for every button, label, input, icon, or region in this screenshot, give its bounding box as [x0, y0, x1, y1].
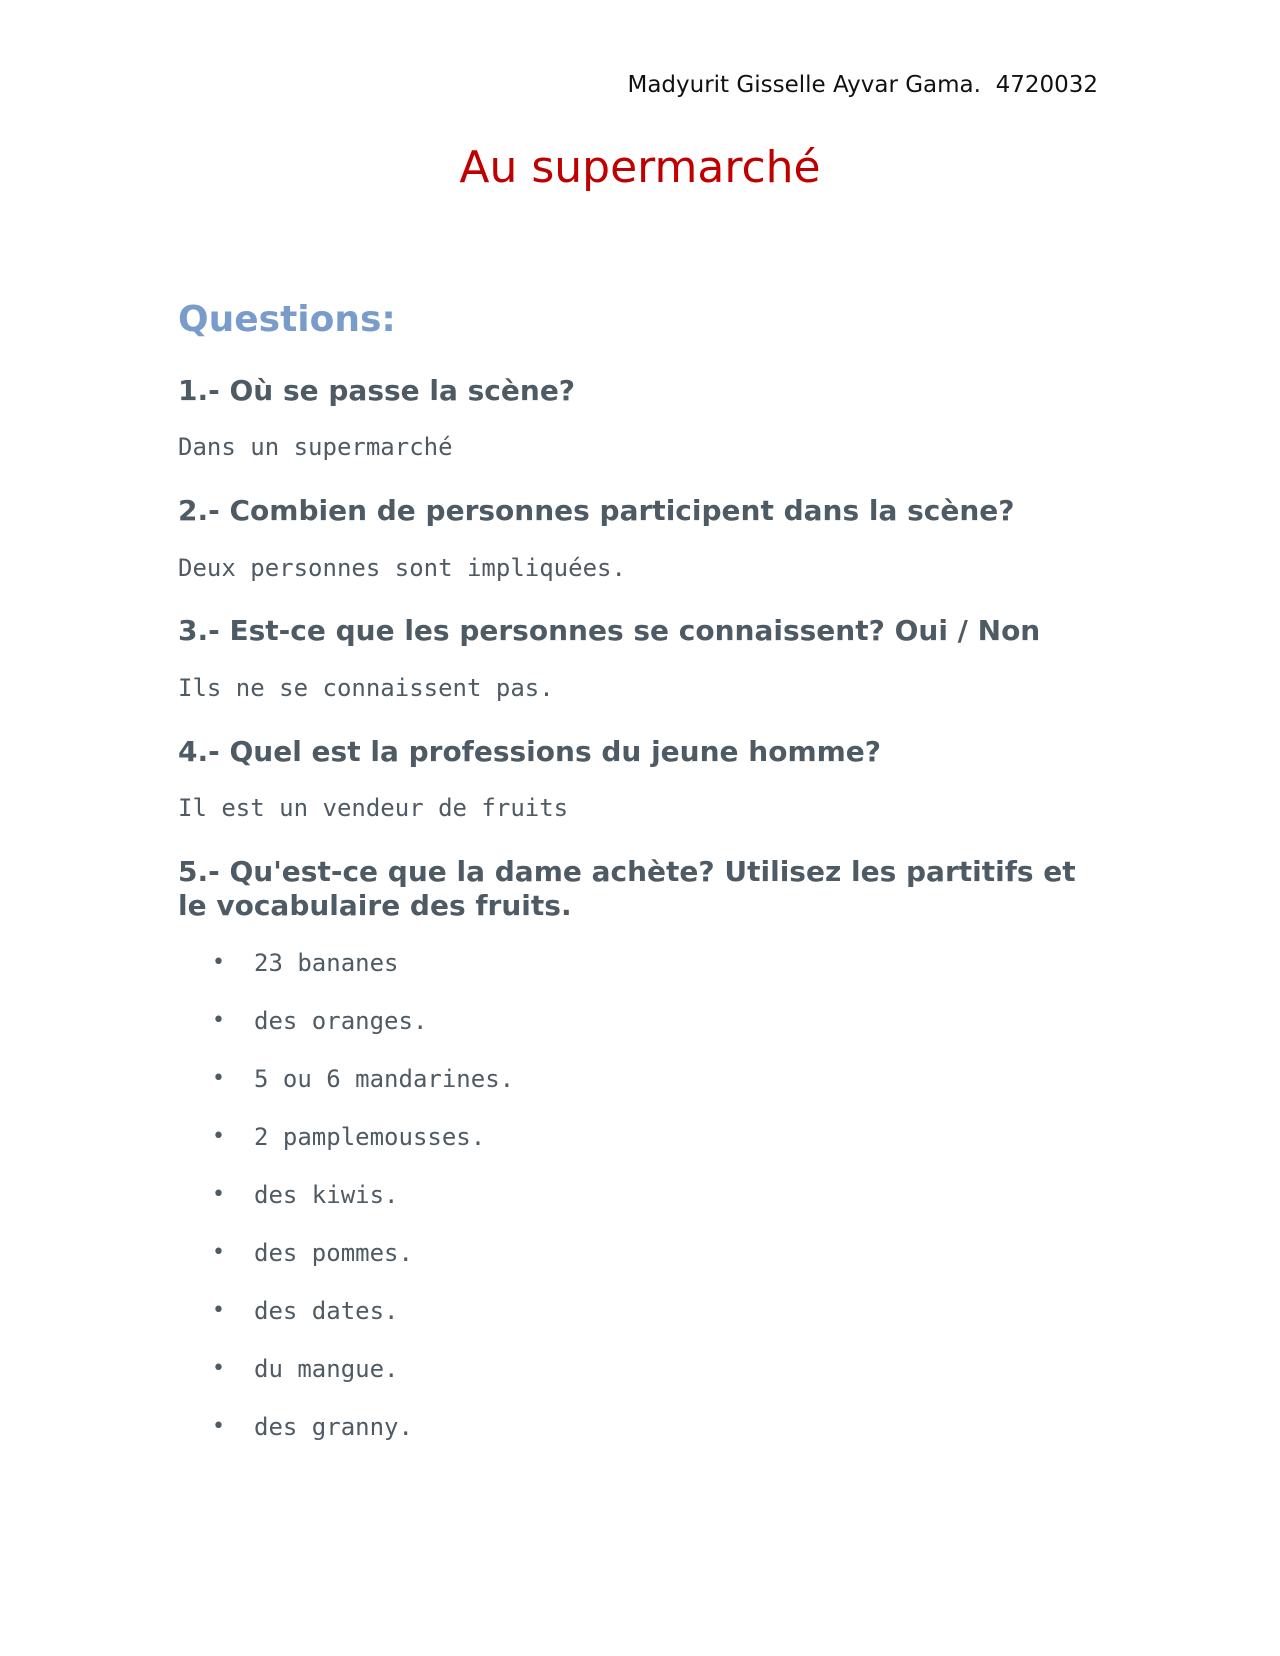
list-item: [178, 1412, 1108, 1470]
page-title: Au supermarché: [459, 142, 821, 193]
list-item: [178, 1064, 1108, 1122]
list-item-text: des pommes.: [254, 1239, 413, 1268]
bullet-icon: •: [212, 950, 225, 976]
answer-3: Ils ne se connaissent pas.: [178, 673, 554, 702]
bullet-icon: •: [212, 1356, 225, 1382]
bullet-icon: •: [212, 1414, 225, 1440]
answer-1: Dans un supermarché: [178, 433, 453, 462]
list-item-text: des oranges.: [254, 1007, 428, 1036]
bullet-icon: •: [212, 1240, 225, 1266]
question-5: 5.- Qu'est-ce que la dame achète? Utilisez les partitifs et le vocabulaire des fruits.: [178, 855, 1076, 922]
list-item: [178, 1006, 1108, 1064]
list-item: [178, 1122, 1108, 1180]
list-item: [178, 1238, 1108, 1296]
bullet-icon: •: [212, 1066, 225, 1092]
answer-4: Il est un vendeur de fruits: [178, 794, 569, 823]
list-item: [178, 1354, 1108, 1412]
list-item: [178, 948, 1108, 1006]
question-4: 4.- Quel est la professions du jeune homme?: [178, 734, 882, 768]
document-body: [178, 300, 1108, 1470]
list-item: [178, 1296, 1108, 1354]
bullet-icon: •: [212, 1124, 225, 1150]
fruit-list: [178, 948, 1108, 1470]
bullet-icon: •: [212, 1008, 225, 1034]
list-item-text: 23 bananes: [254, 949, 399, 978]
list-item-text: du mangue.: [254, 1355, 399, 1384]
author-line: Madyurit Gisselle Ayvar Gama. 4720032: [627, 72, 1098, 98]
question-2: 2.- Combien de personnes participent dans la scène?: [178, 493, 1015, 527]
list-item-text: 2 pamplemousses.: [254, 1123, 486, 1152]
section-heading: Questions:: [178, 299, 396, 340]
list-item-text: des kiwis.: [254, 1181, 399, 1210]
list-item: [178, 1180, 1108, 1238]
question-1: 1.- Où se passe la scène?: [178, 373, 576, 407]
list-item-text: des granny.: [254, 1413, 413, 1442]
list-item-text: des dates.: [254, 1297, 399, 1326]
bullet-icon: •: [212, 1182, 225, 1208]
bullet-icon: •: [212, 1298, 225, 1324]
answer-2: Deux personnes sont impliquées.: [178, 553, 626, 582]
question-3: 3.- Est-ce que les personnes se connaissent? Oui / Non: [178, 614, 1041, 648]
list-item-text: 5 ou 6 mandarines.: [254, 1065, 515, 1094]
